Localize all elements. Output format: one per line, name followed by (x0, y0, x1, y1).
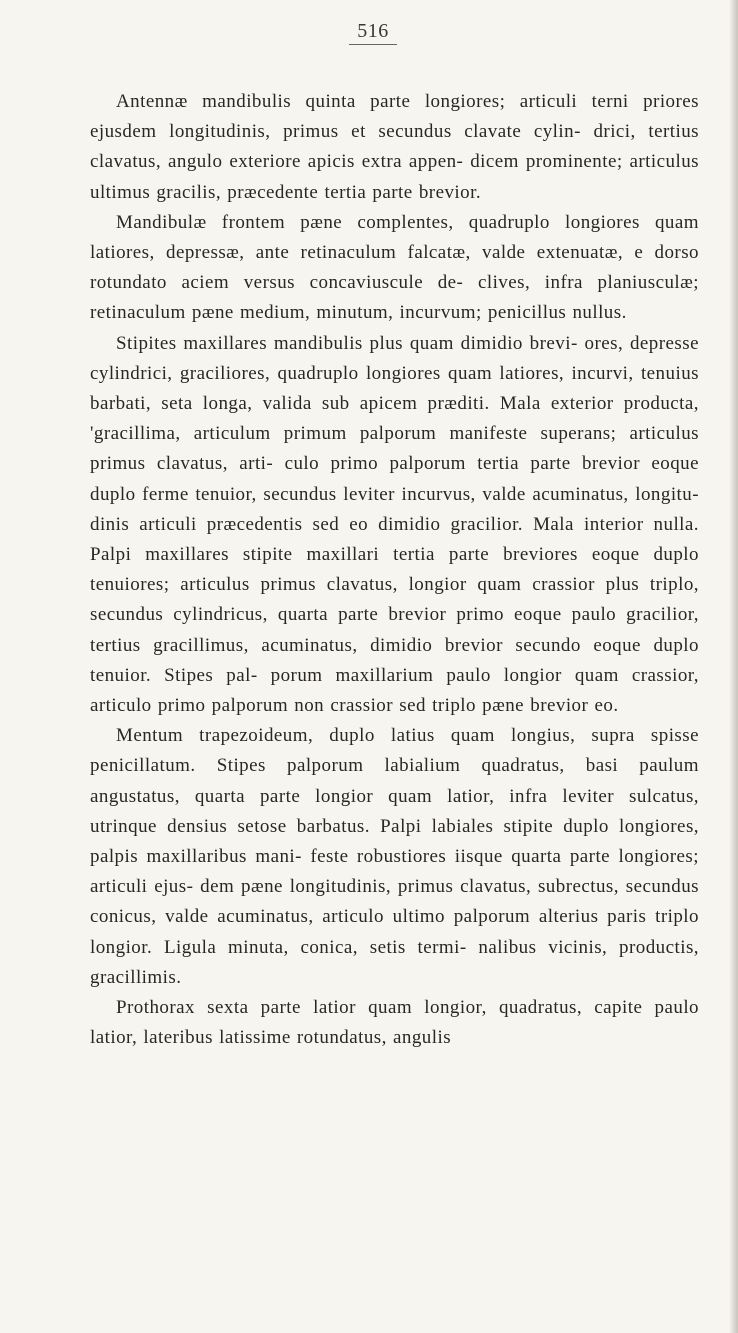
paragraph-mentum: Mentum trapezoideum, duplo latius quam longius, supra spisse penicillatum. Stipes palporum labialium quadratus, basi paulum angustatus, quarta parte longior quam latior, infra leviter sulcatus, utrinque densius setose barbatus. Palpi labiales stipite duplo longiores, palpis maxillaribus mani- feste robustiores iisque quarta parte longiores; articuli ejus- dem pæne longitudinis, primus clavatus, subrectus, secundus conicus, valde acuminatus, articulo ultimo palporum alterius paris triplo longior. Ligula minuta, conica, setis termi- nalibus vicinis, productis, gracillimis. (90, 725, 699, 988)
paragraph-antennae: Antennæ mandibulis quinta parte longiores; articuli terni priores ejusdem longitudinis, primus et secundus clavate cylin- drici, tertius clavatus, angulo exteriore apicis extra appen- dicem prominente; articulus ultimus gracilis, præcedente tertia parte brevior. (90, 91, 699, 203)
paragraph-mandibulae: Mandibulæ frontem pæne complentes, quadruplo longiores quam latiores, depressæ, ante retinaculum falcatæ, valde extenuatæ, e dorso rotundato aciem versus concaviuscule de- clives, infra planiusculæ; retinaculum pæne medium, minutum, incurvum; penicillus nullus. (90, 211, 699, 324)
page-edge-shadow (729, 0, 738, 1333)
body-text (90, 87, 699, 1054)
page-number-text: 516 (349, 20, 397, 45)
paragraph-prothorax: Prothorax sexta parte latior quam longior, quadratus, capite paulo latior, lateribus latissime rotundatus, angulis (90, 997, 699, 1049)
paragraph-stipites-maxillares: Stipites maxillares mandibulis plus quam dimidio brevi- ores, depresse cylindrici, graciliores, quadruplo longiores quam latiores, incurvi, tenuius barbati, seta longa, valida sub apicem præditi. Mala exterior producta, 'gracillima, articulum primum palporum manifeste superans; articulus primus clavatus, arti- culo primo palporum tertia parte brevior eoque duplo ferme tenuior, secundus leviter incurvus, valde acuminatus, longitu- dinis articuli præcedentis sed eo dimidio gracilior. Mala interior nulla. Palpi maxillares stipite maxillari tertia parte breviores eoque duplo tenuiores; articulus primus clavatus, longior quam crassior plus triplo, secundus cylindricus, quarta parte brevior primo eoque paulo gracilior, tertius gracillimus, acuminatus, dimidio brevior secundo eoque duplo tenuior. Stipes pal- porum maxillarium paulo longior quam crassior, articulo primo palporum non crassior sed triplo pæne brevior eo. (90, 332, 699, 717)
page-number (0, 20, 738, 45)
